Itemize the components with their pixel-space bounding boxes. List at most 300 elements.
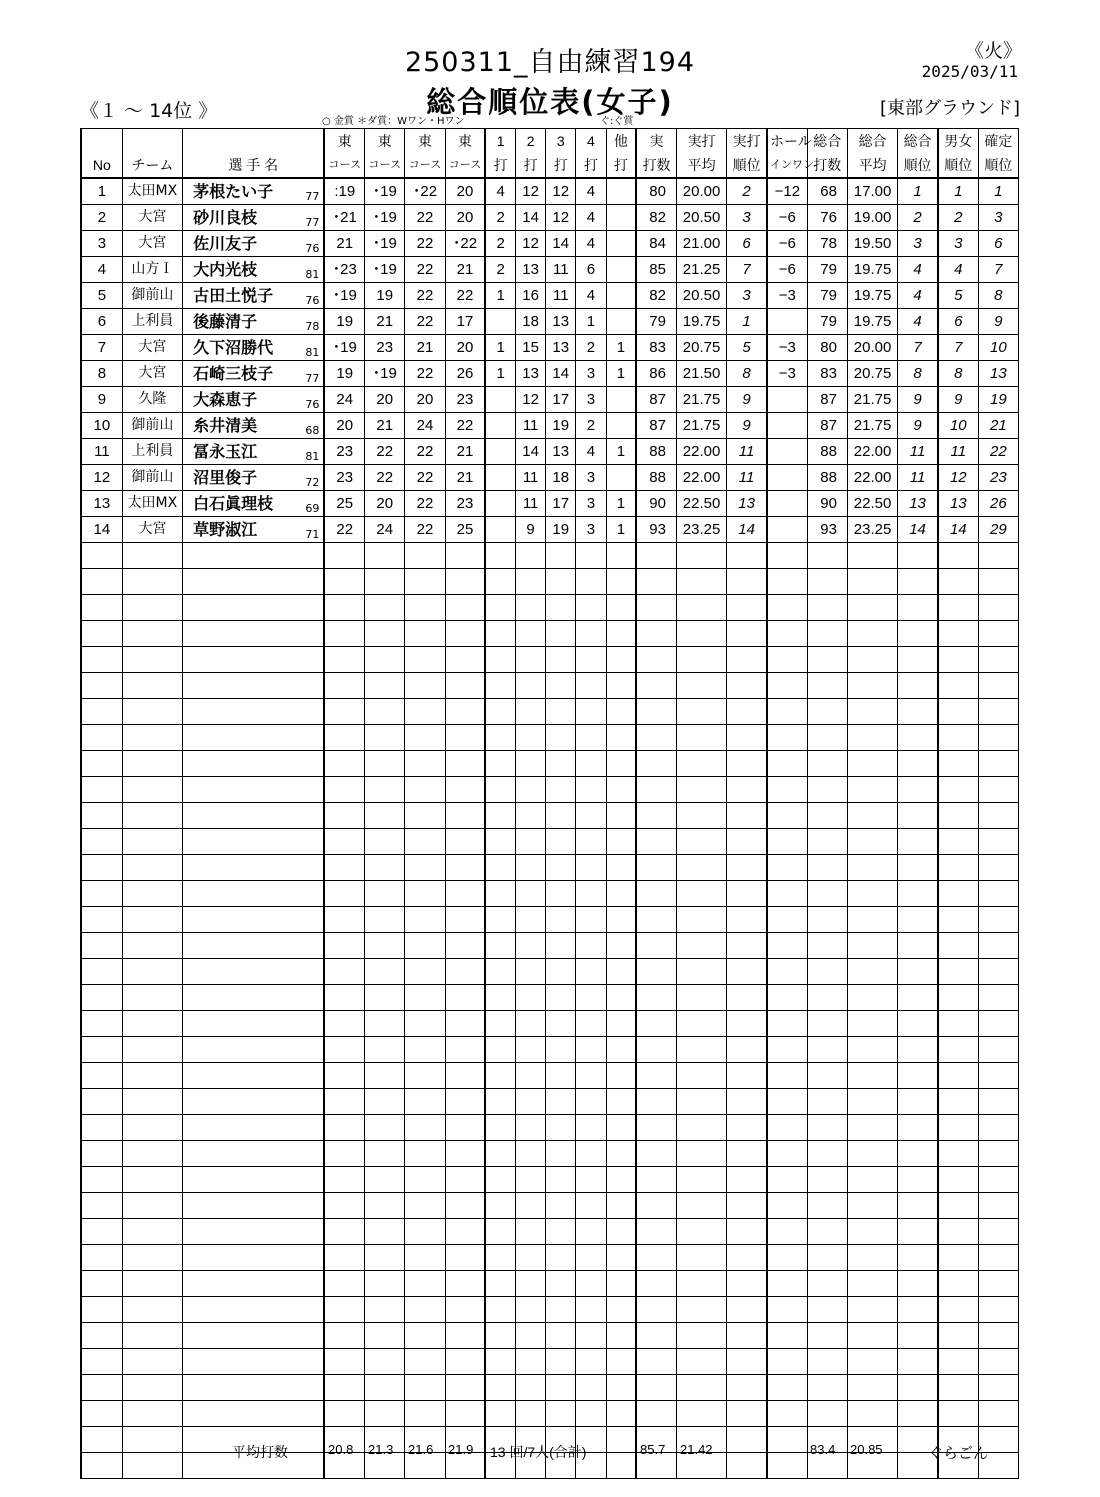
player-name: 大内光枝 [193, 260, 258, 279]
empty-cell [324, 1375, 364, 1401]
cell-s2: 11 [516, 465, 546, 491]
empty-cell [807, 595, 847, 621]
player-name: 白石眞理枝 [193, 494, 274, 513]
empty-cell [324, 1115, 364, 1141]
empty-cell [183, 1401, 325, 1427]
empty-cell [636, 1193, 676, 1219]
empty-cell [546, 725, 576, 751]
cell-team: 久隆 [122, 387, 182, 413]
empty-cell [676, 881, 726, 907]
empty-cell [978, 1297, 1018, 1323]
empty-cell [445, 1323, 485, 1349]
table-header [81, 129, 1019, 179]
empty-cell [767, 907, 807, 933]
cell-s3: 14 [546, 231, 576, 257]
empty-cell [938, 933, 978, 959]
empty-cell [183, 1089, 325, 1115]
empty-cell [122, 1349, 182, 1375]
cell-actrank: 9 [727, 413, 767, 439]
empty-cell [122, 777, 182, 803]
empty-cell [636, 673, 676, 699]
empty-cell [122, 907, 182, 933]
cell-gender: 7 [938, 335, 978, 361]
empty-cell [767, 647, 807, 673]
cell-s2: 16 [516, 283, 546, 309]
empty-cell [807, 1323, 847, 1349]
player-handicap: 81 [305, 450, 320, 463]
empty-cell [516, 803, 546, 829]
empty-cell [485, 959, 515, 985]
cell-c2: 21 [365, 413, 405, 439]
empty-cell [767, 1323, 807, 1349]
empty-cell [727, 1089, 767, 1115]
empty-cell [445, 543, 485, 569]
empty-cell [636, 543, 676, 569]
empty-cell [898, 595, 938, 621]
empty-cell [81, 673, 122, 699]
empty-cell [365, 907, 405, 933]
cell-team: 大宮 [122, 231, 182, 257]
cell-c1: 23 [324, 465, 364, 491]
empty-cell [485, 1297, 515, 1323]
empty-cell [81, 1219, 122, 1245]
table-row [81, 543, 1019, 569]
cell-s1: 2 [485, 257, 515, 283]
empty-cell [405, 1401, 445, 1427]
column-header-top: 男女 [938, 129, 978, 154]
cell-actrank: 13 [727, 491, 767, 517]
empty-cell [183, 595, 325, 621]
empty-cell [938, 959, 978, 985]
cell-gender: 1 [938, 178, 978, 205]
cell-so [606, 257, 636, 283]
table-row [81, 517, 1019, 543]
empty-cell [938, 1323, 978, 1349]
empty-cell [767, 621, 807, 647]
empty-cell [576, 569, 606, 595]
empty-cell [938, 1037, 978, 1063]
empty-cell [938, 1063, 978, 1089]
empty-cell [485, 1401, 515, 1427]
empty-cell [183, 647, 325, 673]
cell-tot: 90 [807, 491, 847, 517]
empty-cell [807, 1063, 847, 1089]
cell-s2: 15 [516, 335, 546, 361]
player-handicap: 77 [305, 216, 320, 229]
cell-final: 19 [978, 387, 1018, 413]
cell-tot: 68 [807, 178, 847, 205]
table-row [81, 439, 1019, 465]
empty-cell [546, 699, 576, 725]
empty-cell [445, 1037, 485, 1063]
player-name: 冨永玉江 [193, 442, 258, 461]
empty-cell [183, 673, 325, 699]
empty-cell [978, 595, 1018, 621]
empty-cell [405, 1115, 445, 1141]
empty-cell [767, 985, 807, 1011]
empty-cell [324, 543, 364, 569]
cell-totavg: 23.25 [847, 517, 897, 543]
empty-cell [606, 1141, 636, 1167]
empty-cell [727, 881, 767, 907]
empty-cell [576, 1011, 606, 1037]
cell-s4: 4 [576, 231, 606, 257]
empty-cell [847, 621, 897, 647]
cell-no: 13 [81, 491, 122, 517]
empty-cell [938, 1375, 978, 1401]
weekday-label: 《火》 [964, 40, 1022, 62]
cell-c1: ･23 [324, 257, 364, 283]
empty-cell [516, 1271, 546, 1297]
cell-c2: 20 [365, 387, 405, 413]
cell-act: 84 [636, 231, 676, 257]
empty-cell [636, 569, 676, 595]
empty-cell [576, 621, 606, 647]
cell-c4: 23 [445, 387, 485, 413]
cell-c1: 19 [324, 309, 364, 335]
empty-cell [445, 1063, 485, 1089]
empty-cell [405, 543, 445, 569]
empty-cell [516, 1167, 546, 1193]
empty-cell [516, 1063, 546, 1089]
cell-s4: 3 [576, 387, 606, 413]
empty-cell [365, 1349, 405, 1375]
report-title: 250311_自由練習194 [404, 47, 696, 78]
empty-cell [485, 985, 515, 1011]
empty-cell [978, 855, 1018, 881]
empty-cell [324, 855, 364, 881]
cell-c4: ･22 [445, 231, 485, 257]
empty-cell [445, 673, 485, 699]
empty-cell [122, 1193, 182, 1219]
empty-cell [576, 699, 606, 725]
cell-c2: ･19 [365, 205, 405, 231]
empty-cell [405, 1193, 445, 1219]
empty-cell [365, 829, 405, 855]
empty-cell [898, 1323, 938, 1349]
empty-cell [938, 855, 978, 881]
cell-tot: 83 [807, 361, 847, 387]
player-handicap: 76 [305, 294, 320, 307]
empty-cell [576, 1271, 606, 1297]
cell-c4: 20 [445, 205, 485, 231]
empty-cell [81, 1401, 122, 1427]
award-legend: ○ 金賞 ＊ダ賞：Wワン・Hワン [322, 116, 465, 127]
empty-cell [847, 1323, 897, 1349]
empty-cell [122, 829, 182, 855]
empty-cell [324, 595, 364, 621]
empty-cell [636, 907, 676, 933]
empty-cell [516, 1037, 546, 1063]
empty-cell [727, 1141, 767, 1167]
cell-actrank: 5 [727, 335, 767, 361]
cell-hio [767, 465, 807, 491]
cell-c3: 24 [405, 413, 445, 439]
empty-cell [847, 1219, 897, 1245]
empty-cell [767, 933, 807, 959]
cell-totavg: 19.75 [847, 309, 897, 335]
column-header-bottom: No [81, 153, 122, 178]
column-header-top: 3 [546, 129, 576, 154]
empty-cell [676, 621, 726, 647]
empty-cell [898, 1271, 938, 1297]
cell-so: 1 [606, 335, 636, 361]
empty-cell [183, 699, 325, 725]
player-name: 久下沼勝代 [193, 338, 274, 357]
empty-cell [546, 907, 576, 933]
empty-cell [978, 1219, 1018, 1245]
cell-so [606, 231, 636, 257]
empty-cell [676, 1089, 726, 1115]
empty-cell [405, 881, 445, 907]
empty-cell [81, 777, 122, 803]
cell-hio [767, 491, 807, 517]
column-header-bottom: コース [365, 153, 405, 178]
cell-team: 上利員 [122, 309, 182, 335]
empty-cell [606, 1297, 636, 1323]
empty-cell [727, 673, 767, 699]
empty-cell [978, 1401, 1018, 1427]
cell-s2: 18 [516, 309, 546, 335]
player-name: 大森恵子 [193, 390, 258, 409]
empty-cell [485, 1219, 515, 1245]
table-row [81, 413, 1019, 439]
empty-cell [405, 1219, 445, 1245]
ranking-table [80, 128, 1019, 1479]
table-row [81, 647, 1019, 673]
cell-c1: 19 [324, 361, 364, 387]
empty-cell [767, 803, 807, 829]
brand-label: ぐらごん [928, 1445, 989, 1462]
empty-cell [938, 1141, 978, 1167]
cell-gender: 14 [938, 517, 978, 543]
table-row [81, 699, 1019, 725]
empty-cell [847, 829, 897, 855]
empty-cell [978, 1193, 1018, 1219]
empty-cell [516, 751, 546, 777]
cell-c3: 22 [405, 205, 445, 231]
empty-cell [81, 1167, 122, 1193]
empty-cell [727, 1115, 767, 1141]
cell-s2: 12 [516, 231, 546, 257]
cell-act: 88 [636, 465, 676, 491]
empty-cell [636, 725, 676, 751]
cell-c2: ･19 [365, 178, 405, 205]
empty-cell [576, 673, 606, 699]
empty-cell [727, 1193, 767, 1219]
cell-c3: ･22 [405, 178, 445, 205]
empty-cell [445, 621, 485, 647]
empty-cell [978, 1375, 1018, 1401]
empty-cell [122, 1297, 182, 1323]
column-header-bottom: 平均 [847, 153, 897, 178]
cell-actrank: 3 [727, 205, 767, 231]
empty-cell [445, 1297, 485, 1323]
empty-cell [405, 1349, 445, 1375]
empty-cell [727, 621, 767, 647]
empty-cell [576, 803, 606, 829]
cell-s4: 1 [576, 309, 606, 335]
empty-cell [122, 1271, 182, 1297]
cell-actavg: 19.75 [676, 309, 726, 335]
empty-cell [516, 1141, 546, 1167]
player-name: 佐川友子 [193, 234, 258, 253]
empty-cell [81, 569, 122, 595]
empty-cell [767, 1401, 807, 1427]
table-row [81, 1115, 1019, 1141]
column-header-top: 確定 [978, 129, 1018, 154]
empty-cell [807, 1089, 847, 1115]
player-name-cell [183, 413, 325, 439]
table-row [81, 907, 1019, 933]
empty-cell [516, 543, 546, 569]
column-header-top: 2 [516, 129, 546, 154]
empty-cell [445, 855, 485, 881]
player-name-cell [183, 205, 325, 231]
empty-cell [405, 1271, 445, 1297]
table-row [81, 1219, 1019, 1245]
empty-cell [606, 1323, 636, 1349]
cell-no: 7 [81, 335, 122, 361]
cell-s3: 11 [546, 283, 576, 309]
empty-cell [81, 699, 122, 725]
empty-cell [847, 881, 897, 907]
table-row [81, 881, 1019, 907]
cell-c1: 25 [324, 491, 364, 517]
empty-cell [676, 543, 726, 569]
empty-cell [978, 621, 1018, 647]
cell-actrank: 14 [727, 517, 767, 543]
empty-cell [485, 621, 515, 647]
table-row [81, 205, 1019, 231]
empty-cell [516, 855, 546, 881]
cell-act: 79 [636, 309, 676, 335]
empty-cell [445, 1115, 485, 1141]
empty-cell [183, 1037, 325, 1063]
empty-cell [898, 907, 938, 933]
cell-team: 大宮 [122, 361, 182, 387]
empty-cell [183, 751, 325, 777]
cell-totrank: 9 [898, 413, 938, 439]
cell-s1: 1 [485, 361, 515, 387]
cell-hio [767, 309, 807, 335]
empty-cell [676, 1375, 726, 1401]
empty-cell [485, 803, 515, 829]
cell-c4: 20 [445, 335, 485, 361]
empty-cell [576, 647, 606, 673]
empty-cell [516, 595, 546, 621]
player-name-cell [183, 335, 325, 361]
player-name-cell [183, 231, 325, 257]
empty-cell [767, 881, 807, 907]
table-row [81, 673, 1019, 699]
empty-cell [405, 1323, 445, 1349]
empty-cell [546, 1037, 576, 1063]
empty-cell [847, 855, 897, 881]
empty-cell [767, 569, 807, 595]
column-header-top: 実打 [676, 129, 726, 154]
empty-cell [445, 569, 485, 595]
cell-hio: −6 [767, 257, 807, 283]
hole-in-one-total: 13 回/7人(合計) [490, 1444, 587, 1460]
cell-totrank: 3 [898, 231, 938, 257]
cell-s1 [485, 491, 515, 517]
column-header-top: 東 [445, 129, 485, 154]
empty-cell [546, 1167, 576, 1193]
empty-cell [516, 1375, 546, 1401]
empty-cell [516, 1115, 546, 1141]
cell-no: 12 [81, 465, 122, 491]
empty-cell [445, 777, 485, 803]
empty-cell [727, 699, 767, 725]
player-handicap: 72 [305, 476, 320, 489]
cell-tot: 79 [807, 309, 847, 335]
empty-cell [445, 1271, 485, 1297]
empty-cell [445, 985, 485, 1011]
cell-gender: 12 [938, 465, 978, 491]
empty-cell [606, 621, 636, 647]
empty-cell [365, 1219, 405, 1245]
empty-cell [606, 699, 636, 725]
cell-act: 83 [636, 335, 676, 361]
empty-cell [727, 933, 767, 959]
cell-tot: 79 [807, 257, 847, 283]
empty-cell [847, 569, 897, 595]
empty-cell [516, 725, 546, 751]
column-header-bottom: コース [405, 153, 445, 178]
cell-s3: 13 [546, 335, 576, 361]
empty-cell [516, 829, 546, 855]
empty-cell [405, 673, 445, 699]
empty-cell [324, 1037, 364, 1063]
empty-cell [978, 959, 1018, 985]
empty-cell [365, 1297, 405, 1323]
empty-cell [938, 1167, 978, 1193]
cell-c1: :19 [324, 178, 364, 205]
empty-cell [606, 673, 636, 699]
cell-actavg: 20.75 [676, 335, 726, 361]
footer-label: 平均打数 [232, 1444, 288, 1460]
player-name: 草野淑江 [193, 520, 258, 539]
empty-cell [807, 1011, 847, 1037]
cell-c2: 20 [365, 491, 405, 517]
empty-cell [576, 959, 606, 985]
empty-cell [485, 933, 515, 959]
empty-cell [122, 1115, 182, 1141]
empty-cell [938, 1089, 978, 1115]
cell-act: 82 [636, 283, 676, 309]
empty-cell [516, 1245, 546, 1271]
cell-no: 6 [81, 309, 122, 335]
empty-cell [405, 829, 445, 855]
cell-totrank: 4 [898, 309, 938, 335]
column-header-top: 総合 [807, 129, 847, 154]
empty-cell [546, 1323, 576, 1349]
cell-hio: −12 [767, 178, 807, 205]
empty-cell [183, 1323, 325, 1349]
empty-cell [122, 803, 182, 829]
empty-cell [807, 1245, 847, 1271]
empty-cell [122, 673, 182, 699]
empty-cell [405, 725, 445, 751]
empty-cell [324, 1063, 364, 1089]
column-header-bottom: 平均 [676, 153, 726, 178]
empty-cell [938, 569, 978, 595]
cell-totrank: 11 [898, 465, 938, 491]
empty-cell [938, 1271, 978, 1297]
empty-cell [606, 803, 636, 829]
empty-cell [978, 881, 1018, 907]
